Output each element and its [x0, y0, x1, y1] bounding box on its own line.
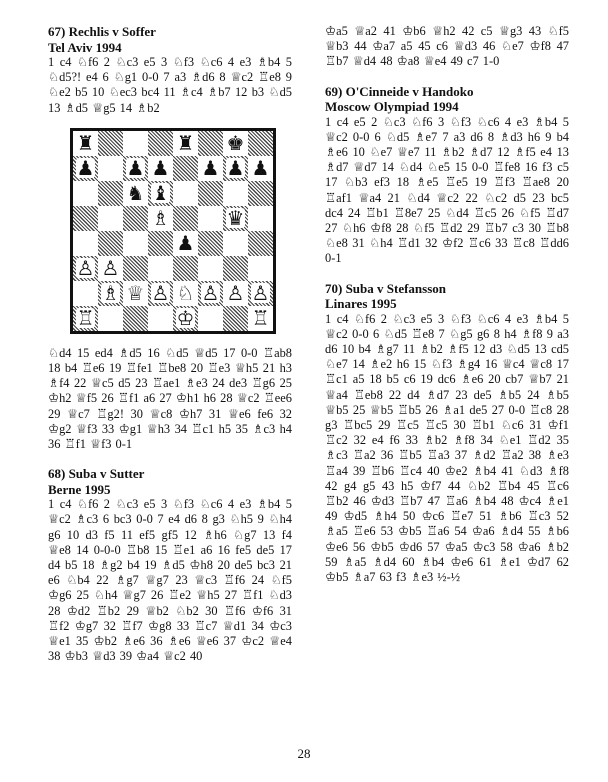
square-f2 [198, 281, 223, 306]
chess-piece-icon: ♟ [126, 156, 145, 181]
square-c5 [123, 206, 148, 231]
square-b2 [98, 281, 123, 306]
square-f4 [198, 231, 223, 256]
square-d1 [148, 306, 173, 331]
game-moves: 1 c4 ♘f6 2 ♘c3 e5 3 ♘f3 ♘c6 4 e3 ♗b4 5 ♘d5?! e4 6 ♘g1 0-0 7 a3 ♗d6 8 ♕c2 ♖e8 9 ♘e2 b5 10 ♘ec3 bc4 11 ♗c4 ♗b7 12 b3 ♘d5 13 ♗d5 ♕g5 14 ♗b2 [48, 55, 292, 115]
game-69 [325, 84, 569, 267]
game-title: 68) Suba v Sutter [48, 466, 145, 482]
square-f6 [198, 181, 223, 206]
square-f1 [198, 306, 223, 331]
game-67 [48, 24, 292, 452]
square-d4 [148, 231, 173, 256]
chess-piece-icon: ♙ [151, 281, 170, 306]
square-d2 [148, 281, 173, 306]
chess-piece-icon: ♝ [151, 181, 170, 206]
square-d3 [148, 256, 173, 281]
game-title: 67) Rechlis v Soffer [48, 24, 156, 39]
game-event: Moscow Olympiad 1994 [325, 99, 459, 115]
square-c6 [123, 181, 148, 206]
game-title: 69) O'Cinneide v Handoko [325, 83, 474, 99]
game-title: 70) Suba v Stefansson [325, 280, 447, 296]
square-g3 [223, 256, 248, 281]
chess-piece-icon: ♟ [226, 156, 245, 181]
square-a5 [73, 206, 98, 231]
square-g4 [223, 231, 248, 256]
chess-board [73, 131, 273, 331]
square-a1 [73, 306, 98, 331]
game-70 [325, 281, 569, 586]
square-c4 [123, 231, 148, 256]
square-f3 [198, 256, 223, 281]
square-b1 [98, 306, 123, 331]
square-c3 [123, 256, 148, 281]
chess-diagram [70, 128, 276, 334]
square-c8 [123, 131, 148, 156]
square-a7 [73, 156, 98, 181]
square-a2 [73, 281, 98, 306]
game-moves-continued: ♔a5 ♕a2 41 ♔b6 ♕h2 42 c5 ♕g3 43 ♘f5 ♕b3 44 ♔a7 a5 45 c6 ♕d3 46 ♘e7 ♔f8 47 ♖b7 ♕d4 48 ♔a8 ♕e4 49 c7 1-0 [325, 24, 569, 69]
square-d8 [148, 131, 173, 156]
square-b3 [98, 256, 123, 281]
square-h3 [248, 256, 273, 281]
square-b8 [98, 131, 123, 156]
square-h8 [248, 131, 273, 156]
square-b6 [98, 181, 123, 206]
game-event: Tel Aviv 1994 [48, 39, 122, 55]
chess-piece-icon: ♚ [226, 131, 245, 156]
square-g5 [223, 206, 248, 231]
game-moves: 1 c4 ♘f6 2 ♘c3 e5 3 ♘f3 ♘c6 4 e3 ♗b4 5 ♕c2 0-0 6 ♘d5 ♖e8 7 ♘g5 g6 8 h4 ♗f8 9 a3 d6 10 b4 ♗g7 11 ♗b2 ♗f5 12 d3 ♘d5 13 cd5 ♘e7 14 ♗e2 h6 15 ♘f3 ♗g4 16 ♕c4 ♕c8 17 ♖c1 a5 18 b5 c6 19 dc6 ♗e6 20 cb7 ♕b7 21 ♕a4 ♖eb8 22 d4 ♗d7 23 de5 ♗b5 24 ♗b5 ♕b5 25 ♕b5 ♖b5 26 ♗a1 de5 27 0-0 ♖c8 28 g3 ♖bc5 29 ♖c5 ♖c5 30 ♖b1 ♘c6 31 ♔f1 ♖c2 32 e4 f6 33 ♗b2 ♗f8 34 ♘e1 ♖d2 35 ♗c3 ♖a2 36 ♖b5 ♖a3 37 ♗d2 ♖a2 38 ♗e3 ♖a4 39 ♖b6 ♖c4 40 ♔e2 ♗b4 41 ♘d3 ♗f8 42 g4 g5 43 h5 ♔f7 44 ♘b2 ♖b4 45 ♖c6 ♖b2 46 ♔d3 ♖b7 47 ♖a6 ♗b4 48 ♔c4 ♗e1 49 ♔d5 ♗h4 50 ♔c6 ♖e7 51 ♗b6 ♖c3 52 ♗a5 ♖e6 53 ♔b5 ♖a6 54 ♔a6 ♗d4 55 ♗b6 ♔e6 56 ♔b5 ♔d6 57 ♔a5 ♔c3 58 ♔a6 ♗b2 59 ♗a5 ♗d4 60 ♗b4 ♔e6 61 ♗e1 ♔d7 62 ♔b5 ♗a7 63 f3 ♗e3 ½-½ [325, 311, 569, 585]
square-c7 [123, 156, 148, 181]
game-68 [48, 466, 292, 664]
game-moves: 1 c4 ♘f6 2 ♘c3 e5 3 ♘f3 ♘c6 4 e3 ♗b4 5 ♕c2 ♗c3 6 bc3 0-0 7 e4 d6 8 g3 ♘h5 9 ♘h4 g6 10 d3 f5 11 ef5 gf5 12 ♗h6 ♘g7 13 f4 ♕e8 14 0-0-0 ♖b8 15 ♖e1 a6 16 fe5 de5 17 d4 b5 18 ♗g2 b4 19 ♗d5 ♔h8 20 de5 bc3 21 e6 ♘b4 22 ♗g7 ♕g7 23 ♕c3 ♖f6 24 ♘f5 ♔g6 25 ♘h4 ♕g7 26 ♖e2 ♕h5 27 ♖f1 ♘d3 28 ♔d2 ♖b2 29 ♕b2 ♘b2 30 ♖f6 ♔f6 31 ♖f2 ♔g7 32 ♖f7 ♔g8 33 ♖c7 ♕d1 34 ♔c3 ♕e1 35 ♔b2 ♗e6 36 ♗e6 ♕e6 37 ♔c2 ♕e4 38 ♔b3 ♕d3 39 ♔a4 ♕c2 40 [48, 497, 292, 664]
square-c1 [123, 306, 148, 331]
game-event: Berne 1995 [48, 481, 111, 497]
square-b7 [98, 156, 123, 181]
right-column [325, 24, 569, 599]
chess-piece-icon: ♘ [176, 281, 195, 306]
chess-piece-icon: ♟ [251, 156, 270, 181]
square-b4 [98, 231, 123, 256]
square-g6 [223, 181, 248, 206]
chess-piece-icon: ♙ [226, 281, 245, 306]
chess-piece-icon: ♙ [201, 281, 220, 306]
square-h7 [248, 156, 273, 181]
square-g2 [223, 281, 248, 306]
chess-piece-icon: ♗ [151, 206, 170, 231]
chess-piece-icon: ♟ [76, 156, 95, 181]
square-f7 [198, 156, 223, 181]
square-b5 [98, 206, 123, 231]
square-f5 [198, 206, 223, 231]
square-e7 [173, 156, 198, 181]
game-68-continued [325, 24, 569, 70]
square-d6 [148, 181, 173, 206]
square-h1 [248, 306, 273, 331]
chess-piece-icon: ♖ [251, 306, 270, 331]
chess-piece-icon: ♗ [101, 281, 120, 306]
chess-piece-icon: ♟ [201, 156, 220, 181]
left-column [48, 24, 292, 678]
game-moves: 1 c4 e5 2 ♘c3 ♘f6 3 ♘f3 ♘c6 4 e3 ♗b4 5 ♕c2 0-0 6 ♘d5 ♗e7 7 a3 d6 8 ♗d3 h6 9 b4 ♗e6 10 ♘e7 ♕e7 11 ♗b2 ♗d7 12 ♗f5 e4 13 ♗d7 ♕d7 14 ♘d4 ♘e5 15 0-0 ♖fe8 16 f3 c5 17 ♘b3 ef3 18 ♗e5 ♖e5 19 ♖f3 ♖ae8 20 ♖af1 ♕a4 21 ♘d4 ♕c2 22 ♘c2 d5 23 bc5 dc4 24 ♖b1 ♖8e7 25 ♘d4 ♖c5 26 ♘f5 ♖d7 27 ♘h6 ♔f8 28 ♘f5 ♖d2 29 ♖b7 c3 30 ♖b8 ♘e8 31 ♘h4 ♖d1 32 ♔f2 ♖c6 33 ♖c8 ♖dd6 0-1 [325, 114, 569, 266]
page-number: 28 [297, 746, 311, 761]
square-g8 [223, 131, 248, 156]
chess-piece-icon: ♟ [151, 156, 170, 181]
square-a4 [73, 231, 98, 256]
chess-piece-icon: ♙ [101, 256, 120, 281]
chess-piece-icon: ♛ [226, 206, 245, 231]
square-h6 [248, 181, 273, 206]
game-moves-continued: ♘d4 15 ed4 ♗d5 16 ♘d5 ♕d5 17 0-0 ♖ab8 18 b4 ♖e6 19 ♖fe1 ♖be8 20 ♖e3 ♕h5 21 h3 ♗f4 22 ♕c5 d5 23 ♖ae1 ♗e3 24 de3 ♖g6 25 ♔h2 ♕f5 26 ♖f1 a6 27 ♔h1 h6 28 ♕c2 ♖ee6 29 ♕c7 ♖g2! 30 ♕c8 ♔h7 31 ♕e6 fe6 32 ♔g2 ♕f3 33 ♔g1 ♕h3 34 ♖c1 h5 35 ♗c3 h4 36 ♖f1 ♕f3 0-1 [48, 345, 292, 452]
chess-piece-icon: ♜ [176, 131, 195, 156]
game-event: Linares 1995 [325, 296, 397, 312]
chess-piece-icon: ♔ [176, 306, 195, 331]
chess-piece-icon: ♖ [76, 306, 95, 331]
chess-piece-icon: ♙ [251, 281, 270, 306]
square-d5 [148, 206, 173, 231]
square-e3 [173, 256, 198, 281]
square-e4 [173, 231, 198, 256]
chess-piece-icon: ♙ [76, 256, 95, 281]
square-e1 [173, 306, 198, 331]
square-f8 [198, 131, 223, 156]
chess-piece-icon: ♞ [126, 181, 145, 206]
chess-piece-icon: ♜ [76, 131, 95, 156]
square-a3 [73, 256, 98, 281]
square-g1 [223, 306, 248, 331]
square-g7 [223, 156, 248, 181]
chess-piece-icon: ♕ [126, 281, 145, 306]
square-e6 [173, 181, 198, 206]
chess-piece-icon: ♟ [176, 231, 195, 256]
square-h5 [248, 206, 273, 231]
square-h4 [248, 231, 273, 256]
square-c2 [123, 281, 148, 306]
square-e2 [173, 281, 198, 306]
square-e5 [173, 206, 198, 231]
square-d7 [148, 156, 173, 181]
square-a8 [73, 131, 98, 156]
square-h2 [248, 281, 273, 306]
square-e8 [173, 131, 198, 156]
square-a6 [73, 181, 98, 206]
